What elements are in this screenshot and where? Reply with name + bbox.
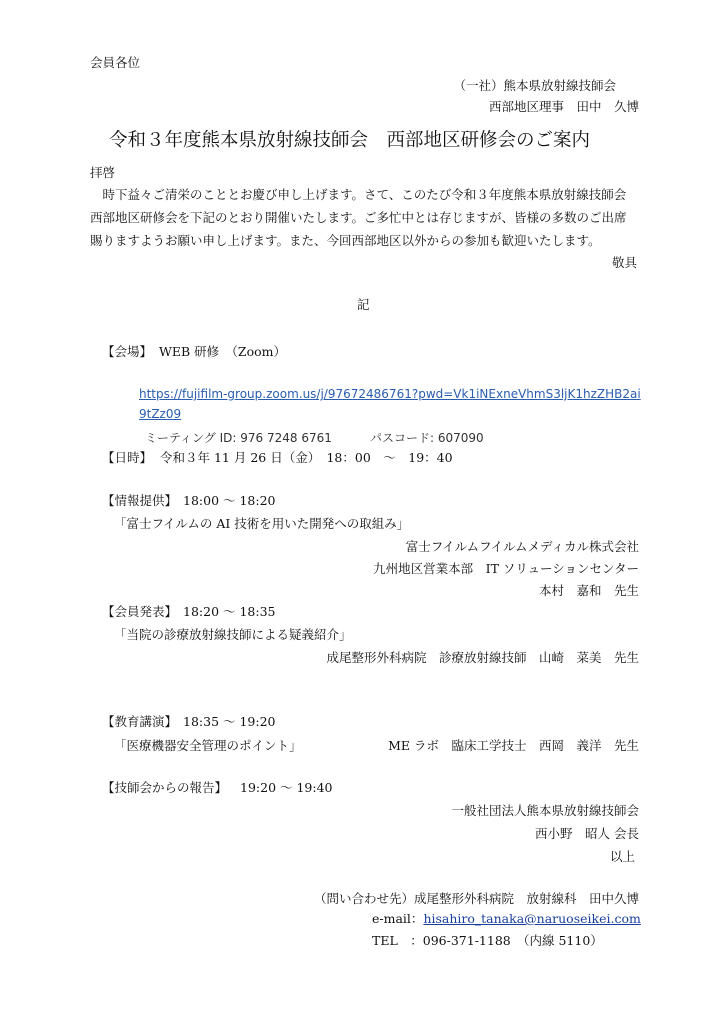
page-title: 令和３年度熊本県放射線技師会 西部地区研修会のご案内 [109,130,591,151]
tel-label: TEL ： [372,933,423,948]
info-speaker: 本村 嘉和 先生 [538,583,639,598]
info-company: 富士フイルムフイルムメディカル株式会社 [405,539,639,554]
report-time: 19:20 ～ 19:40 [240,780,333,795]
email-label: e-mail： [372,911,424,926]
info-topic: 「富士フイルムの AI 技術を用いた開発への取組み」 [114,516,410,531]
edu-label: 【教育講演】 [102,714,178,729]
zoom-link-line-2[interactable]: 9tZz09 [139,407,182,421]
tel-row [372,935,603,948]
ijo-mark: 以上 [609,849,635,864]
closing: 敬具 [611,255,637,270]
ki-mark: 記 [357,297,370,312]
email-row [372,913,641,926]
zoom-link-line-1[interactable]: https://fujifilm-group.zoom.us/j/97672486761?pwd=Vk1iNExneVhmS3ljK1hzZHB2ai [139,387,641,401]
body-line-1: 時下益々ご清栄のこととお慶び申し上げます。さて、このたび令和３年度熊本県放射線技師会 [90,187,627,202]
sender-organization: （一社）熊本県放射線技師会 [453,78,616,93]
edu-topic: 「医療機器安全管理のポイント」 [114,738,302,753]
member-topic: 「当院の診療放射線技師による疑義紹介」 [114,627,352,642]
date-value: 令和３年 11 月 26 日（金） 18：00 ～ 19：40 [160,450,453,465]
member-time: 18:20 ～ 18:35 [183,604,276,619]
meeting-id: ミーティング ID: 976 7248 6761 [145,431,332,445]
date-label: 【日時】 [102,450,153,465]
tel-value: 096-371-1188 （内線 5110） [422,933,603,948]
report-label: 【技師会からの報告】 [102,780,228,795]
addressee: 会員各位 [90,55,141,70]
info-time: 18:00 ～ 18:20 [183,493,276,508]
member-label: 【会員発表】 [102,604,178,619]
body-line-2: 西部地区研修会を下記のとおり開催いたします。ご多忙中とは存じますが、皆様の多数のご出席 [90,210,627,225]
report-person: 西小野 昭人 会長 [535,826,639,841]
body-line-3: 賜りますようお願い申し上げます。また、今回西部地区以外からの参加も歓迎いたします。 [90,233,601,248]
contact-line: （問い合わせ先）成尾整形外科病院 放射線科 田中久博 [313,891,639,906]
info-label: 【情報提供】 [102,493,178,508]
sender-name: 西部地区理事 田中 久博 [488,99,639,114]
email-link[interactable]: hisahiro_tanaka@naruoseikei.com [423,911,641,926]
venue-label: 【会場】 [102,344,153,359]
report-organization: 一般社団法人熊本県放射線技師会 [451,803,639,818]
venue-value: WEB 研修 （Zoom） [159,344,286,359]
edu-speaker: ME ラボ 臨床工学技士 西岡 義洋 先生 [388,738,639,753]
member-speaker: 成尾整形外科病院 診療放射線技師 山崎 菜美 先生 [326,650,639,665]
edu-time: 18:35 ～ 19:20 [183,714,276,729]
info-department: 九州地区営業本部 IT ソリューションセンター [373,561,639,576]
passcode: パスコード: 607090 [370,431,484,445]
greeting: 拝啓 [90,165,116,180]
